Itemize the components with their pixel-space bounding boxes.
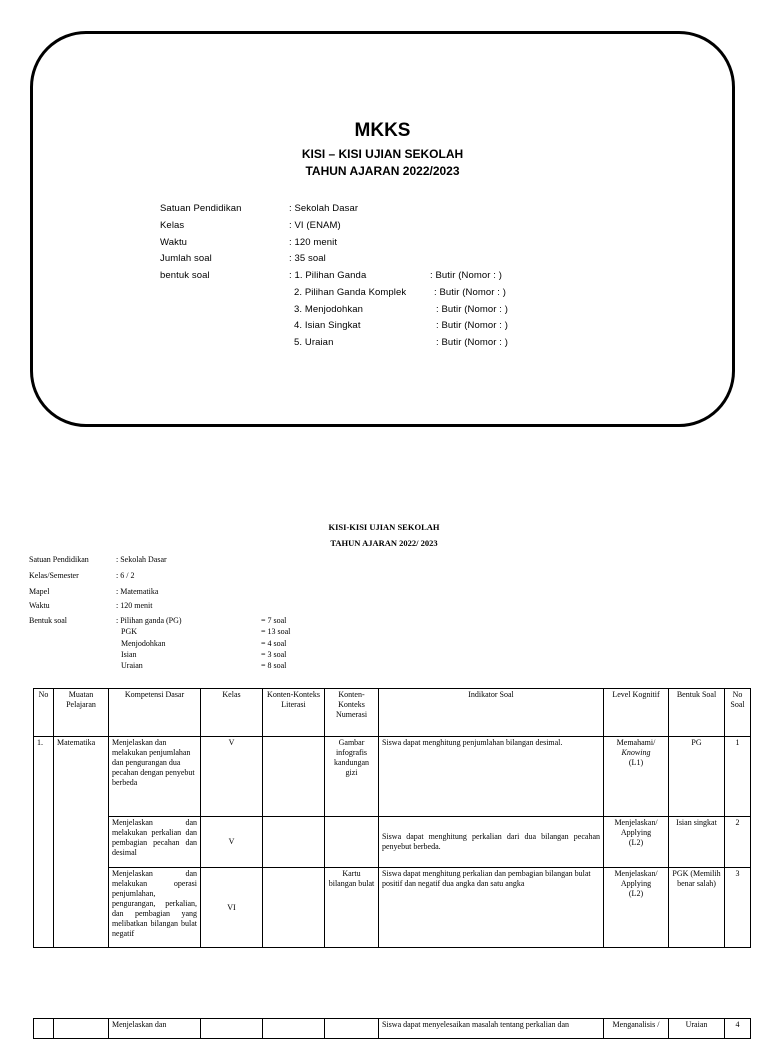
count-name-jodoh: Menjodohkan: [121, 639, 166, 648]
count-value-uraian: = 8 soal: [261, 661, 287, 670]
count-name-pg: : Pilihan ganda (PG): [116, 616, 182, 625]
cell-muatan: Matematika: [54, 737, 109, 948]
cover-form-4-butir: : Butir (Nomor : ): [436, 320, 509, 331]
cover-form-1: : 1. Pilihan Ganda: [289, 270, 367, 281]
header-kd: Kompetensi Dasar: [109, 689, 201, 737]
level-text: Memahami/: [616, 738, 656, 747]
count-value-pg: = 7 soal: [261, 616, 287, 625]
count-value-jodoh: = 4 soal: [261, 639, 287, 648]
kisi-table-continued: [33, 1018, 751, 1039]
cell-kelas: [201, 1019, 263, 1039]
table-row: [34, 817, 751, 868]
header-indikator: Indikator Soal: [379, 689, 604, 737]
cell-no: [34, 1019, 54, 1039]
cell-no: 1.: [34, 737, 54, 948]
cover-form-3-butir: : Butir (Nomor : ): [436, 304, 509, 315]
cell-indikator: Siswa dapat menyelesaikan masalah tentang perkalian dan: [379, 1019, 604, 1039]
cover-label-bentuk: bentuk soal: [160, 270, 210, 281]
count-name-isian: Isian: [121, 650, 137, 659]
cover-label-satuan: Satuan Pendidikan: [160, 203, 242, 214]
cell-kelas: VI: [201, 868, 263, 948]
cell-level: [604, 737, 669, 817]
cell-numerasi: [325, 817, 379, 868]
cell-kelas: V: [201, 817, 263, 868]
info-value-mapel: : Matematika: [116, 587, 159, 596]
cell-level: [604, 868, 669, 948]
cover-year: TAHUN AJARAN 2022/2023: [305, 164, 460, 178]
cell-literasi: [263, 868, 325, 948]
cover-frame: [30, 31, 735, 427]
level-code: (L2): [628, 838, 644, 847]
cell-kd: Menjelaskan dan melakukan operasi penjumlahan, pengurangan, perkalian, dan pembagian yang melibatkan bilangan bulat negatif: [109, 868, 201, 948]
info-label-satuan: Satuan Pendidikan: [29, 555, 89, 564]
level-code: (L1): [628, 758, 644, 767]
table-row: [34, 868, 751, 948]
cell-nosoal: 4: [725, 1019, 751, 1039]
cover-form-1-butir: : Butir (Nomor : ): [430, 270, 503, 281]
cell-kd: Menjelaskan dan: [109, 1019, 201, 1039]
header-numerasi: Konten-Konteks Numerasi: [325, 689, 379, 737]
level-code: (L2): [628, 889, 644, 898]
kisi-title: KISI-KISI UJIAN SEKOLAH: [328, 522, 440, 532]
cover-label-jumlah: Jumlah soal: [160, 253, 212, 264]
kisi-table: [33, 688, 751, 948]
cell-bentuk: Uraian: [669, 1019, 725, 1039]
table-row: [34, 1019, 751, 1039]
info-value-kelas: : 6 / 2: [116, 571, 135, 580]
cover-form-2: 2. Pilihan Ganda Komplek: [294, 287, 407, 298]
cell-nosoal: 2: [725, 817, 751, 868]
cell-literasi: [263, 1019, 325, 1039]
cell-literasi: [263, 737, 325, 817]
cell-bentuk: Isian singkat: [669, 817, 725, 868]
info-label-mapel: Mapel: [29, 587, 50, 596]
header-literasi: Konten-Konteks Literasi: [263, 689, 325, 737]
info-label-kelas: Kelas/Semester: [29, 571, 79, 580]
cell-numerasi: Gambar infografis kandungan gizi: [325, 737, 379, 817]
table-header-row: [34, 689, 751, 737]
cover-value-satuan: : Sekolah Dasar: [289, 203, 359, 214]
level-italic: Knowing: [621, 748, 651, 757]
cover-value-kelas: : VI (ENAM): [289, 220, 341, 231]
cell-indikator: Siswa dapat menghitung penjumlahan bilangan desimal.: [379, 737, 604, 817]
cell-indikator: Siswa dapat menghitung perkalian dan pembagian bilangan bulat positif dan negatif dua angka dan satu angka: [379, 868, 604, 948]
cover-label-waktu: Waktu: [160, 237, 188, 248]
level-text: Menjelaskan/ Applying: [614, 869, 658, 888]
cover-form-3: 3. Menjodohkan: [294, 304, 364, 315]
count-name-pgk: PGK: [121, 627, 138, 636]
header-no: No: [34, 689, 54, 737]
info-value-satuan: : Sekolah Dasar: [116, 555, 167, 564]
cover-form-2-butir: : Butir (Nomor : ): [434, 287, 507, 298]
cell-level: [604, 817, 669, 868]
cell-nosoal: 3: [725, 868, 751, 948]
cell-muatan: [54, 1019, 109, 1039]
info-label-waktu: Waktu: [29, 601, 50, 610]
cover-subtitle: KISI – KISI UJIAN SEKOLAH: [301, 147, 464, 161]
cell-bentuk: PG: [669, 737, 725, 817]
cell-level: Menganalisis /: [604, 1019, 669, 1039]
cell-numerasi: [325, 1019, 379, 1039]
cell-indikator: Siswa dapat menghitung perkalian dari dua bilangan pecahan penyebut berbeda.: [379, 817, 604, 868]
header-nosoal: No Soal: [725, 689, 751, 737]
info-value-waktu: : 120 menit: [116, 601, 153, 610]
cell-kelas: V: [201, 737, 263, 817]
cover-form-5: 5. Uraian: [294, 337, 334, 348]
cover-label-kelas: Kelas: [160, 220, 185, 231]
kisi-year: TAHUN AJARAN 2022/ 2023: [330, 538, 438, 548]
cover-title: MKKS: [354, 120, 411, 141]
count-value-pgk: = 13 soal: [261, 627, 291, 636]
cover-value-jumlah: : 35 soal: [289, 253, 326, 264]
header-level: Level Kognitif: [604, 689, 669, 737]
header-muatan: Muatan Pelajaran: [54, 689, 109, 737]
header-bentuk: Bentuk Soal: [669, 689, 725, 737]
cover-form-5-butir: : Butir (Nomor : ): [436, 337, 509, 348]
count-value-isian: = 3 soal: [261, 650, 287, 659]
table-row: [34, 737, 751, 817]
cover-value-waktu: : 120 menit: [289, 237, 338, 248]
cell-bentuk: PGK (Memilih benar salah): [669, 868, 725, 948]
cell-kd: Menjelaskan dan melakukan penjumlahan dan pengurangan dua pecahan dengan penyebut berbeda: [109, 737, 201, 817]
cell-literasi: [263, 817, 325, 868]
cell-numerasi: Kartu bilangan bulat: [325, 868, 379, 948]
count-name-uraian: Uraian: [121, 661, 143, 670]
info-label-bentuk: Bentuk soal: [29, 616, 67, 625]
cell-kd: Menjelaskan dan melakukan perkalian dan pembagian pecahan dan desimal: [109, 817, 201, 868]
header-kelas: Kelas: [201, 689, 263, 737]
cell-nosoal: 1: [725, 737, 751, 817]
cover-form-4: 4. Isian Singkat: [294, 320, 361, 331]
level-text: Menjelaskan/ Applying: [614, 818, 658, 837]
